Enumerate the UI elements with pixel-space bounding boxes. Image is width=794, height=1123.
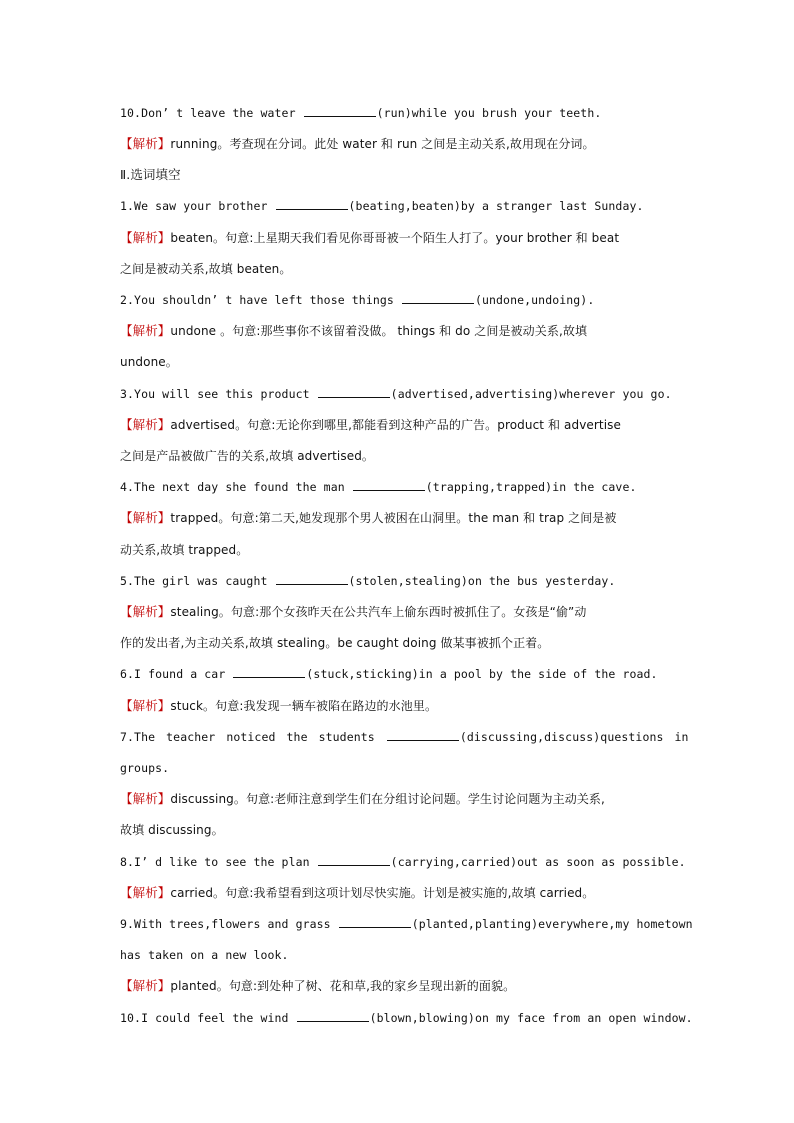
analysis-text: planted。句意:到处种了树、花和草,我的家乡呈现出新的面貌。 [170, 979, 516, 993]
analysis-text: advertised。句意:无论你到哪里,都能看到这种产品的广告。product 和 advertise [170, 418, 621, 432]
answer-blank [276, 573, 348, 585]
answer-blank [318, 386, 390, 398]
analysis-3 [120, 417, 680, 433]
question-text: 3.You will see this product [120, 387, 317, 401]
section-title: Ⅱ.选词填空 [120, 167, 181, 182]
analysis-tag: 【解析】 [120, 885, 171, 900]
question-text: 10.Don’ t leave the water [120, 106, 303, 120]
analysis-text: stuck。句意:我发现一辆车被陷在路边的水池里。 [170, 699, 438, 713]
analysis-tag: 【解析】 [120, 417, 171, 432]
question-9 [120, 916, 693, 932]
analysis-tag: 【解析】 [120, 978, 171, 993]
analysis-tag: 【解析】 [120, 136, 171, 151]
analysis-5 [120, 604, 680, 620]
analysis-5-cont: 作的发出者,为主动关系,故填 stealing。be caught doing 做某事被抓个正着。 [120, 636, 550, 650]
question-options: (discussing,discuss)questions in [459, 730, 689, 744]
question-options: (stolen,stealing)on the bus yesterday. [348, 574, 616, 588]
question-9-cont: has taken on a new look. [120, 948, 289, 962]
analysis-1 [120, 230, 680, 246]
question-7-cont: groups. [120, 761, 170, 775]
question-options: (blown,blowing)on my face from an open window. [369, 1011, 693, 1025]
question-3 [120, 386, 680, 402]
question-10b [120, 1010, 693, 1026]
question-text: 2.You shouldn’ t have left those things [120, 293, 401, 307]
analysis-9 [120, 978, 680, 994]
question-10a [120, 105, 680, 121]
question-8 [120, 854, 686, 870]
analysis-tag: 【解析】 [120, 510, 171, 525]
analysis-tag: 【解析】 [120, 791, 171, 806]
analysis-text: trapped。句意:第二天,她发现那个男人被困在山洞里。the man 和 trap 之间是被 [170, 511, 617, 525]
question-6 [120, 666, 680, 682]
analysis-2-cont: undone。 [120, 355, 178, 369]
question-1 [120, 198, 680, 214]
analysis-tag: 【解析】 [120, 230, 171, 245]
analysis-2 [120, 323, 680, 339]
analysis-4-cont: 动关系,故填 trapped。 [120, 543, 249, 557]
question-text: 6.I found a car [120, 667, 233, 681]
answer-blank [318, 854, 390, 866]
answer-blank [402, 292, 474, 304]
question-5 [120, 573, 680, 589]
answer-blank [387, 729, 459, 741]
analysis-4 [120, 510, 680, 526]
question-4 [120, 479, 680, 495]
answer-blank [297, 1010, 369, 1022]
analysis-text: stealing。句意:那个女孩昨天在公共汽车上偷东西时被抓住了。女孩是“偷”动 [170, 605, 587, 619]
question-options: (advertised,advertising)wherever you go. [390, 387, 672, 401]
analysis-text: undone 。句意:那些事你不该留着没做。 things 和 do 之间是被动关系,故填 [170, 324, 588, 338]
answer-blank [304, 105, 376, 117]
analysis-10a [120, 136, 680, 152]
question-7 [120, 729, 689, 745]
question-options: (trapping,trapped)in the cave. [425, 480, 637, 494]
analysis-7-cont: 故填 discussing。 [120, 823, 224, 837]
question-text: 9.With trees,flowers and grass [120, 917, 338, 931]
analysis-tag: 【解析】 [120, 323, 171, 338]
question-options: (undone,undoing). [474, 293, 595, 307]
analysis-text: beaten。句意:上星期天我们看见你哥哥被一个陌生人打了。your brother 和 beat [170, 231, 620, 245]
question-options: (beating,beaten)by a stranger last Sunday. [348, 199, 644, 213]
question-options: (stuck,sticking)in a pool by the side of the road. [306, 667, 658, 681]
analysis-tag: 【解析】 [120, 698, 171, 713]
answer-blank [353, 479, 425, 491]
analysis-1-cont: 之间是被动关系,故填 beaten。 [120, 262, 292, 276]
analysis-tag: 【解析】 [120, 604, 171, 619]
question-text: 8.I’ d like to see the plan [120, 855, 317, 869]
analysis-text: carried。句意:我希望看到这项计划尽快实施。计划是被实施的,故填 carried。 [170, 886, 595, 900]
question-2 [120, 292, 680, 308]
question-text: 10.I could feel the wind [120, 1011, 296, 1025]
question-text: 7.The teacher noticed the students [120, 730, 386, 744]
analysis-8 [120, 885, 680, 901]
analysis-7 [120, 791, 680, 807]
question-text: 5.The girl was caught [120, 574, 275, 588]
analysis-3-cont: 之间是产品被做广告的关系,故填 advertised。 [120, 449, 375, 463]
question-text: 4.The next day she found the man [120, 480, 352, 494]
answer-blank [276, 198, 348, 210]
analysis-text: discussing。句意:老师注意到学生们在分组讨论问题。学生讨论问题为主动关系, [170, 792, 605, 806]
answer-blank [233, 666, 305, 678]
question-options: (planted,planting)everywhere,my hometown [411, 917, 693, 931]
question-options: (run)while you brush your teeth. [376, 106, 602, 120]
analysis-text: running。考查现在分词。此处 water 和 run 之间是主动关系,故用现在分词。 [170, 137, 595, 151]
question-options: (carrying,carried)out as soon as possible. [390, 855, 686, 869]
answer-blank [339, 916, 411, 928]
question-text: 1.We saw your brother [120, 199, 275, 213]
analysis-6 [120, 698, 680, 714]
